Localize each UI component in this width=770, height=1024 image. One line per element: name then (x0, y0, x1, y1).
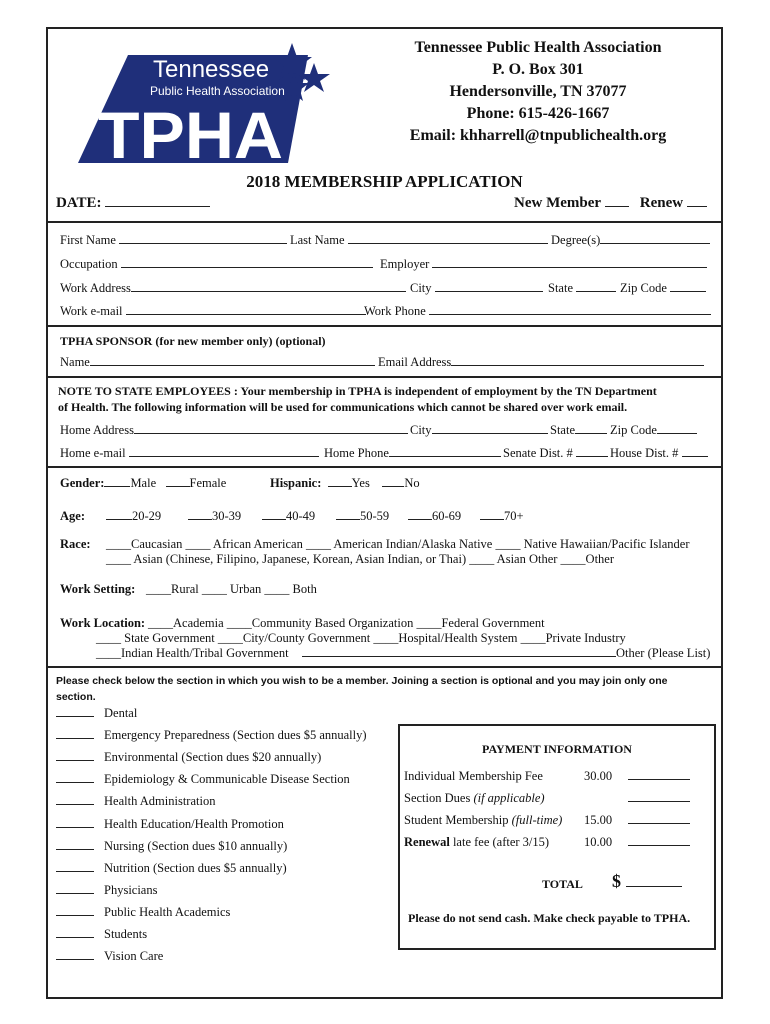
first-name-field[interactable]: First Name (60, 233, 287, 248)
state-field[interactable]: State (548, 281, 616, 296)
work-address-field[interactable]: Work Address (60, 281, 406, 296)
age-label: Age: (60, 509, 85, 523)
work-location-line2[interactable]: ____ State Government ____City/County Government ____Hospital/Health System ____Private Industry (96, 631, 626, 645)
renewal-fee-label: Renewal late fee (after 3/15) (404, 835, 550, 849)
section-checkbox-blank[interactable] (56, 728, 94, 739)
senate-district-field[interactable]: Senate Dist. # (503, 446, 608, 461)
section-option-label: Nutrition (Section dues $5 annually) (104, 860, 287, 875)
total-label: TOTAL (542, 877, 583, 891)
section-checkbox-blank[interactable] (56, 883, 94, 894)
section-option-label: Dental (104, 706, 138, 720)
section-option-label: Health Administration (104, 794, 216, 809)
section-option[interactable] (56, 861, 287, 876)
section-option[interactable] (56, 794, 215, 809)
individual-fee-amount: 30.00 (584, 769, 613, 783)
section-option-label: Environmental (Section dues $20 annually) (104, 750, 322, 765)
race-label: Race: (60, 537, 91, 551)
section-option[interactable] (56, 949, 163, 964)
form-frame (46, 27, 723, 999)
race-options-line2[interactable]: ____ Asian (Chinese, Filipino, Japanese, Korean, Asian Indian, or Thai) ____ Asian Other ____Other (106, 552, 615, 566)
age-option-70-plus[interactable]: 70+ (480, 509, 524, 524)
section-option-label: Public Health Academics (104, 904, 231, 919)
home-phone-field[interactable]: Home Phone (324, 446, 501, 461)
work-location-line3[interactable]: ____Indian Health/Tribal Government (96, 646, 289, 660)
hispanic-field[interactable]: Hispanic: Yes No (270, 476, 420, 490)
section-option-label: Vision Care (104, 949, 164, 964)
org-phone: Phone: 615-426-1667 (466, 105, 610, 122)
renewal-fee-field[interactable] (628, 835, 690, 850)
total-field[interactable]: $ (612, 871, 682, 892)
section-option[interactable] (56, 905, 230, 920)
sponsor-email-field[interactable]: Email Address (378, 355, 704, 370)
age-option-40-49[interactable]: 40-49 (262, 509, 315, 524)
section-checkbox-blank[interactable] (56, 772, 94, 783)
work-phone-field[interactable]: Work Phone (364, 304, 711, 319)
home-address-field[interactable]: Home Address (60, 423, 408, 438)
individual-fee-label: Individual Membership Fee (404, 769, 543, 783)
section-checkbox-blank[interactable] (56, 861, 94, 872)
last-name-field[interactable]: Last Name (290, 233, 548, 248)
section-checkbox-blank[interactable] (56, 706, 94, 717)
work-location-label: Work Location: (60, 616, 146, 630)
individual-fee-field[interactable] (628, 769, 690, 784)
work-location-line1[interactable]: ____Academia ____Community Based Organization ____Federal Government (148, 616, 545, 630)
section-option-label: Epidemiology & Communicable Disease Section (104, 772, 350, 787)
occupation-field[interactable]: Occupation (60, 257, 373, 272)
logo-tennessee-text: Tennessee (153, 56, 270, 83)
home-state-field[interactable]: State (550, 423, 607, 438)
section-checkbox-blank[interactable] (56, 949, 94, 960)
section-option-label: Students (104, 927, 148, 941)
section-checkbox-blank[interactable] (56, 794, 94, 805)
member-type-field[interactable]: New Member Renew (514, 195, 707, 212)
state-note-line2: of Health. The following information will be used for communications which cannot be shared over work email. (58, 400, 628, 414)
tpha-logo (78, 37, 338, 165)
section-option[interactable] (56, 750, 321, 765)
section-dues-label: Section Dues (if applicable) (404, 791, 545, 805)
degree-field[interactable]: Degree(s) (551, 233, 710, 248)
section-option-label: Nursing (Section dues $10 annually) (104, 838, 288, 853)
payment-title: PAYMENT INFORMATION (482, 742, 632, 756)
section-option[interactable] (56, 772, 350, 787)
section-option-label: Emergency Preparedness (Section dues $5 annually) (104, 728, 367, 743)
org-email: Email: khharrell@tnpublichealth.org (409, 127, 667, 144)
org-city: Hendersonville, TN 37077 (449, 83, 627, 100)
section-checkbox-blank[interactable] (56, 839, 94, 850)
logo-tpha-text: TPHA (98, 98, 283, 165)
city-field[interactable]: City (410, 281, 543, 296)
section-checkbox-blank[interactable] (56, 750, 94, 761)
home-email-field[interactable]: Home e-mail (60, 446, 319, 461)
home-zip-field[interactable]: Zip Code (610, 423, 697, 438)
section-option[interactable] (56, 728, 367, 743)
section-checkbox-blank[interactable] (56, 817, 94, 828)
section-checkbox-blank[interactable] (56, 905, 94, 916)
section-option[interactable] (56, 706, 137, 721)
zip-field[interactable]: Zip Code (620, 281, 706, 296)
age-option-50-59[interactable]: 50-59 (336, 509, 389, 524)
work-setting-label: Work Setting: (60, 582, 136, 596)
sponsor-heading: TPHA SPONSOR (for new member only) (optional) (60, 334, 326, 348)
section-option[interactable] (56, 839, 287, 854)
org-name: Tennessee Public Health Association (414, 39, 662, 56)
logo-subtitle-text: Public Health Association (150, 84, 285, 98)
payment-note: Please do not send cash. Make check payable to TPHA. (408, 911, 691, 925)
section-option-label: Health Education/Health Promotion (104, 816, 284, 831)
home-city-field[interactable]: City (410, 423, 548, 438)
student-fee-label: Student Membership (full-time) (404, 813, 563, 827)
section-option-label: Physicians (104, 882, 158, 897)
org-po-box: P. O. Box 301 (492, 61, 584, 78)
section-dues-field[interactable] (628, 791, 690, 806)
section-option[interactable] (56, 883, 157, 898)
page-title: 2018 MEMBERSHIP APPLICATION (246, 172, 523, 191)
payment-box (398, 724, 716, 950)
section-option[interactable] (56, 817, 284, 832)
state-note-line1: NOTE TO STATE EMPLOYEES : Your membership in TPHA is independent of employment by the TN Department (58, 384, 657, 398)
student-fee-amount: 15.00 (584, 813, 613, 827)
student-fee-field[interactable] (628, 813, 690, 828)
date-field[interactable]: DATE: (56, 195, 210, 212)
sponsor-name-field[interactable]: Name (60, 355, 375, 370)
house-district-field[interactable]: House Dist. # (610, 446, 708, 461)
work-email-field[interactable]: Work e-mail (60, 304, 366, 319)
section-checkbox-blank[interactable] (56, 927, 94, 938)
section-option[interactable] (56, 927, 147, 942)
age-option-20-29[interactable]: 20-29 (106, 509, 161, 524)
work-setting-options[interactable]: ____Rural ____ Urban ____ Both (146, 582, 317, 596)
sections-instructions: Please check below the section in which you wish to be a member. Joining a section is optional and you may join only one section. (56, 675, 668, 703)
work-location-other-field[interactable]: Other (Please List) (302, 646, 710, 661)
gender-field[interactable]: Gender: Male Female (60, 476, 227, 490)
employer-field[interactable]: Employer (380, 257, 707, 272)
age-option-30-39[interactable]: 30-39 (188, 509, 241, 524)
race-options-line1[interactable]: ____Caucasian ____ African American ____ American Indian/Alaska Native ____ Native Hawaiian/Pacific Islander (106, 537, 690, 551)
org-address-block (388, 37, 688, 147)
age-option-60-69[interactable]: 60-69 (408, 509, 461, 524)
renewal-fee-amount: 10.00 (584, 835, 613, 849)
